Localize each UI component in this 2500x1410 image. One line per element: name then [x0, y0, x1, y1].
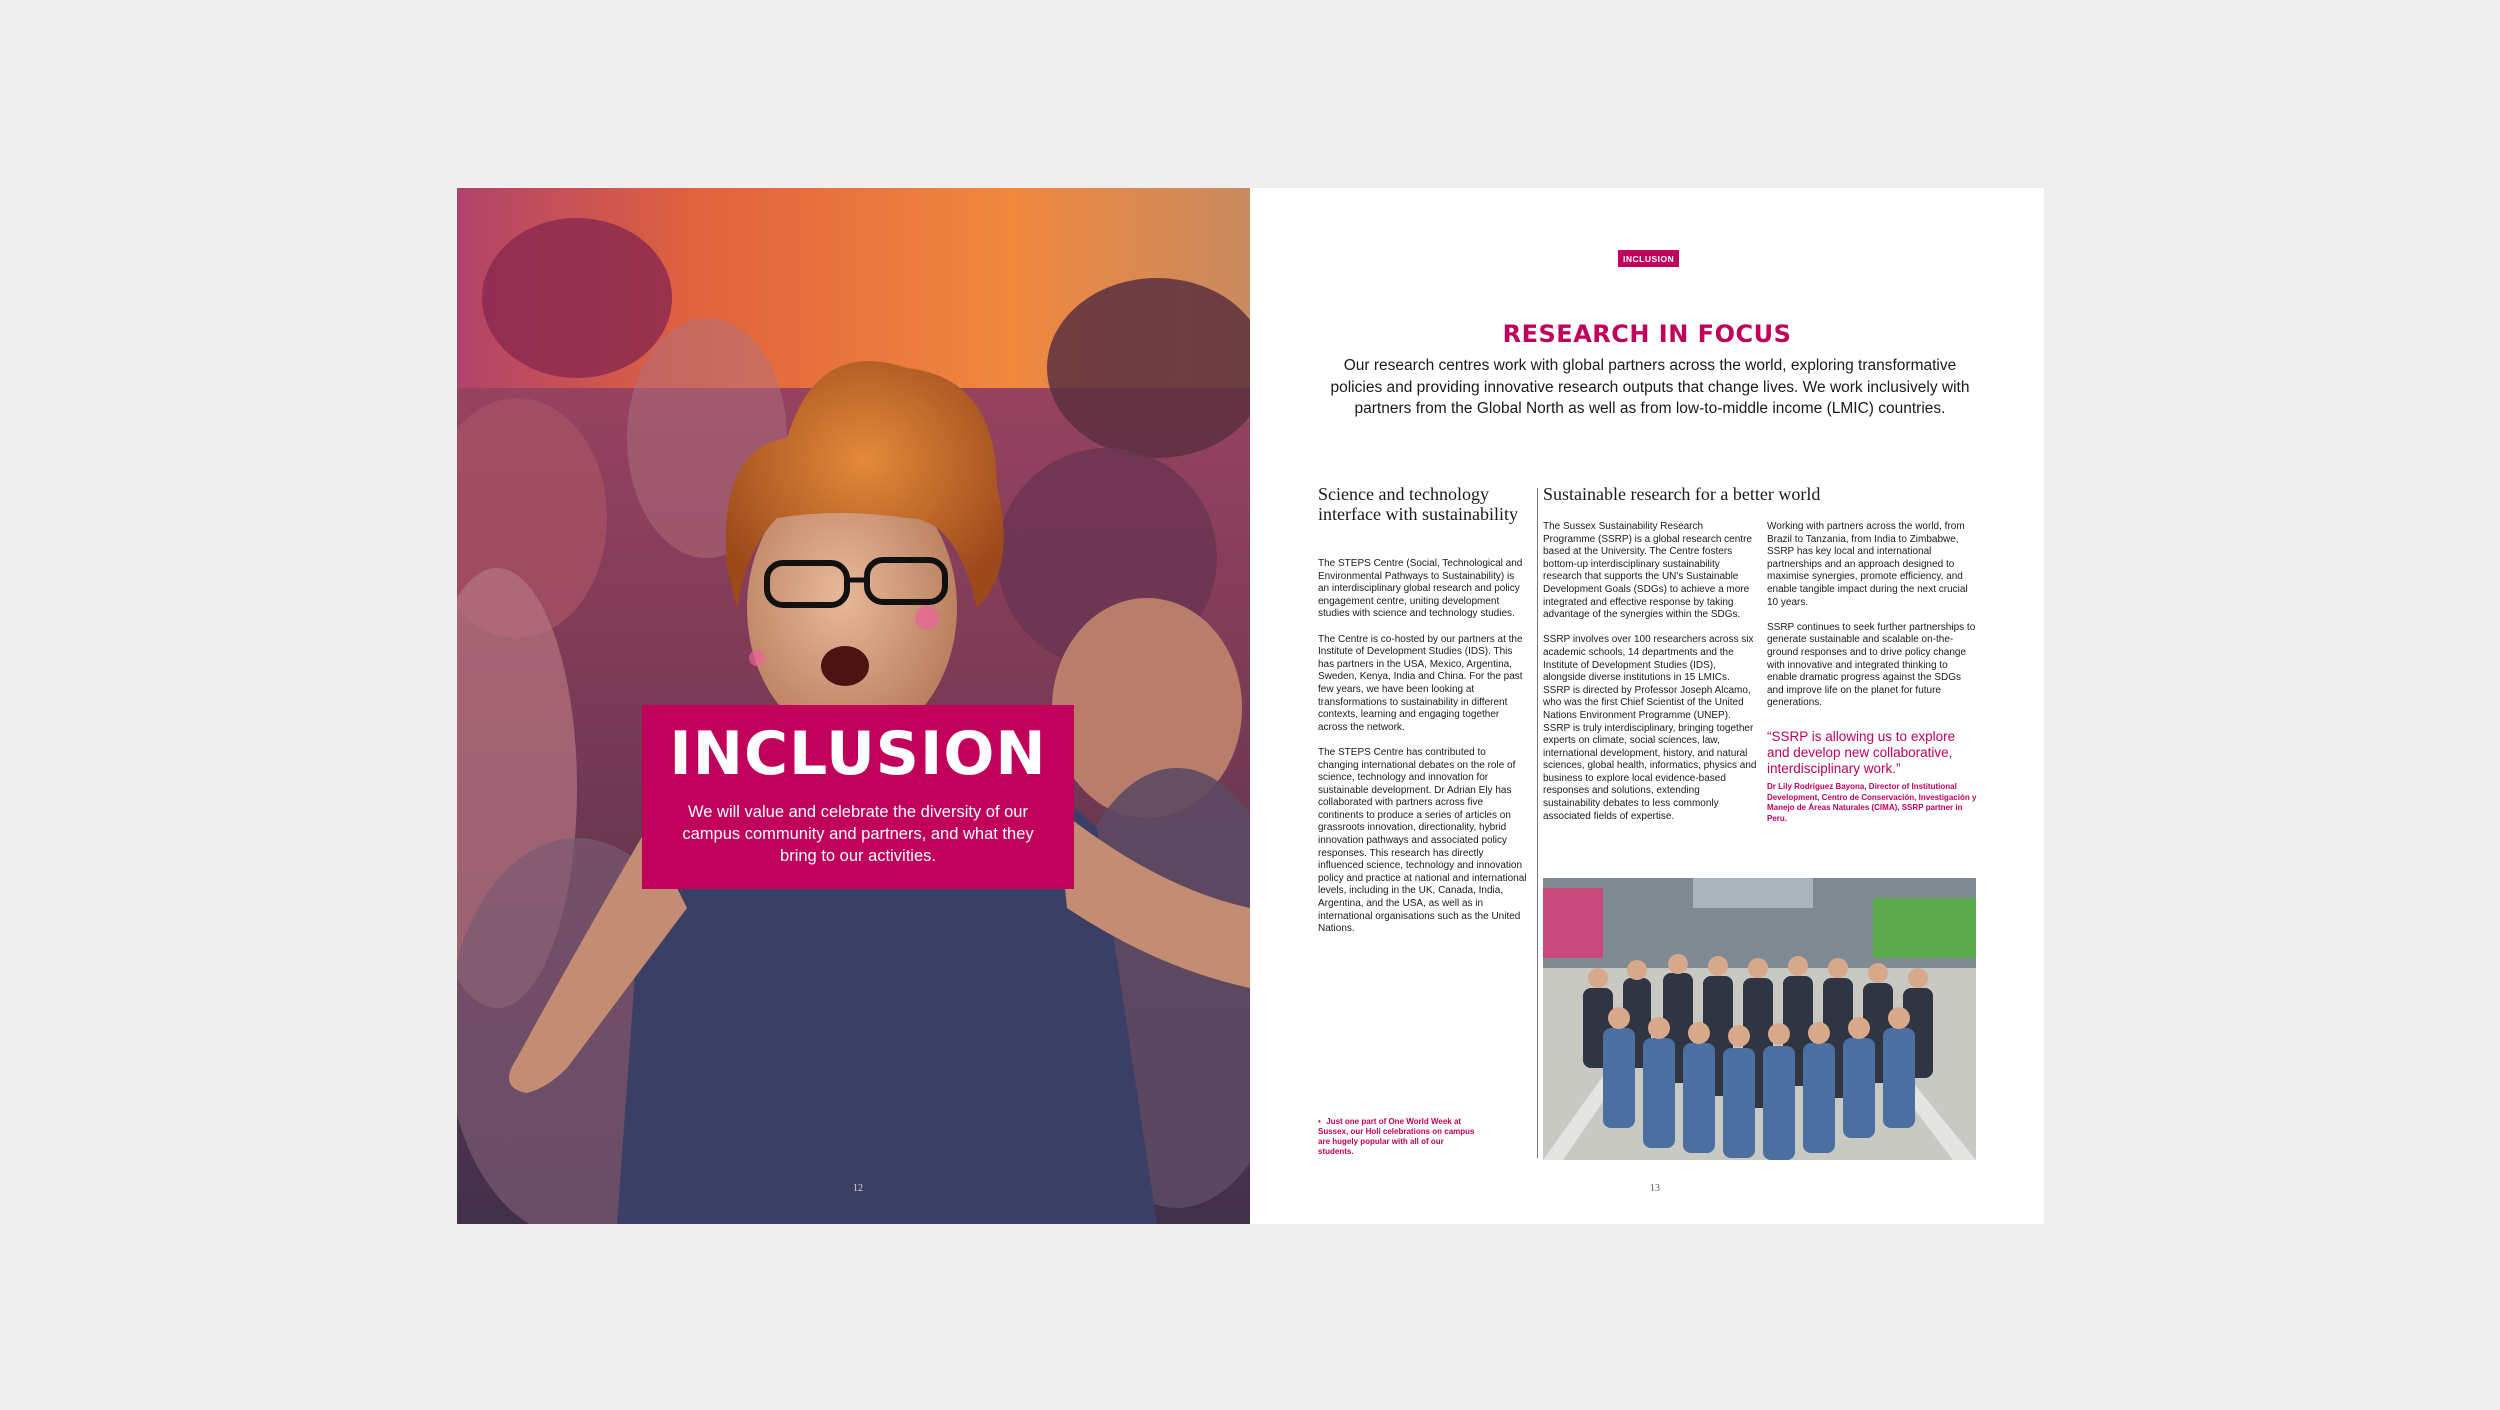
col3-body — [1767, 521, 1977, 723]
col2-body — [1543, 521, 1758, 836]
photo-caption — [1318, 1117, 1478, 1157]
page-number-right: 13 — [1650, 1183, 1660, 1194]
section-tag: INCLUSION — [1618, 250, 1679, 267]
column-divider — [1537, 488, 1538, 1158]
left-page — [457, 188, 1250, 1224]
col1-paragraph-1: The STEPS Centre (Social, Technological and Environmental Pathways to Sustainability) is an interdisciplinary global research and policy engagement centre, uniting development studies with science and technology studies. — [1318, 558, 1523, 620]
research-group-photo — [1543, 878, 1976, 1160]
col1-body — [1318, 558, 1528, 948]
right-page — [1250, 188, 2044, 1224]
col2-heading: Sustainable research for a better world — [1543, 484, 1821, 504]
page-title: RESEARCH IN FOCUS — [1502, 320, 1792, 348]
pull-quote: “SSRP is allowing us to explore and develop new collaborative, interdisciplinary work.” — [1767, 729, 1956, 776]
col1-paragraph-3: The STEPS Centre has contributed to changing international debates on the role of science, technology and innovation for sustainable development. Dr Adrian Ely has collaborated with partners across five continents to produce a series of articles on grassroots innovation, directionality, hybrid innovation pathways and associated policy responses. This research has directly influenced science, technology and innovation policy and practice at national and international levels, including in the UK, Canada, India, Argentina, and the USA, as well as in international organisations such as the United Nations. — [1318, 746, 1527, 935]
inclusion-description: We will value and celebrate the diversity of our campus community and partners, and what they bring to our activities. — [682, 803, 1034, 865]
col3-paragraph-1: Working with partners across the world, from Brazil to Tanzania, from India to Zimbabwe, SSRP has key local and international partnerships and an approach designed to maximise synergies, promote efficiency, and enable tangible impact during the next crucial 10 years. — [1767, 521, 1968, 608]
caption-bullet-icon: • — [1318, 1117, 1321, 1126]
intro-paragraph: Our research centres work with global partners across the world, exploring transformative policies and providing innovative research outputs that change lives. We work inclusively with partners from the Global North as well as from low-to-middle income (LMIC) countries. — [1330, 357, 1970, 417]
col3-paragraph-2: SSRP continues to seek further partnerships to generate sustainable and scalable on-the-ground responses and to drive policy change with innovative and integrated thinking to enable dramatic progress against the SDGs and improve life on the planet for future generations. — [1767, 621, 1976, 709]
col2-paragraph-1: The Sussex Sustainability Research Programme (SSRP) is a global research centre based at the University. The Centre fosters bottom-up interdisciplinary sustainability research that supports the UN's Sustainable Development Goals (SDGs) to achieve a more integrated and effective response by taking advantage of the synergies within the SDGs. — [1543, 521, 1752, 621]
quote-attribution: Dr Lily Rodriguez Bayona, Director of Institutional Development, Centro de Conservación, Investigación y Manejo de Áreas Naturales (CIMA), SSRP partner in Peru. — [1767, 782, 1977, 823]
col1-paragraph-2: The Centre is co-hosted by our partners at the Institute of Development Studies (IDS). This has partners in the USA, Mexico, Argentina, Sweden, Kenya, India and China. For the past few years, we have been looking at transformations to sustainability in different contexts, learning and engaging together across the network. — [1318, 633, 1523, 733]
col1-heading: Science and technology interface with sustainability — [1318, 484, 1518, 524]
caption-text: Just one part of One World Week at Sussex, our Holi celebrations on campus are hugely popular with all of our students. — [1318, 1117, 1475, 1156]
inclusion-callout-box — [642, 705, 1074, 889]
page-number-left: 12 — [853, 1183, 863, 1194]
brochure-spread — [457, 188, 2044, 1224]
col2-paragraph-2: SSRP involves over 100 researchers across six academic schools, 14 departments and the Institute of Development Studies (IDS), alongside diverse institutions in 15 LMICs. SSRP is directed by Professor Joseph Alcamo, who was the first Chief Scientist of the United Nations Environment Programme (UNEP). SSRP is truly interdisciplinary, bringing together experts on climate, social sciences, law, international development, history, and natural sciences, global health, informatics, physics and business to explore local evidence-based responses and solutions, extending sustainability debates to less commonly associated fields of expertise. — [1543, 634, 1757, 822]
inclusion-heading: INCLUSION — [669, 719, 1047, 789]
